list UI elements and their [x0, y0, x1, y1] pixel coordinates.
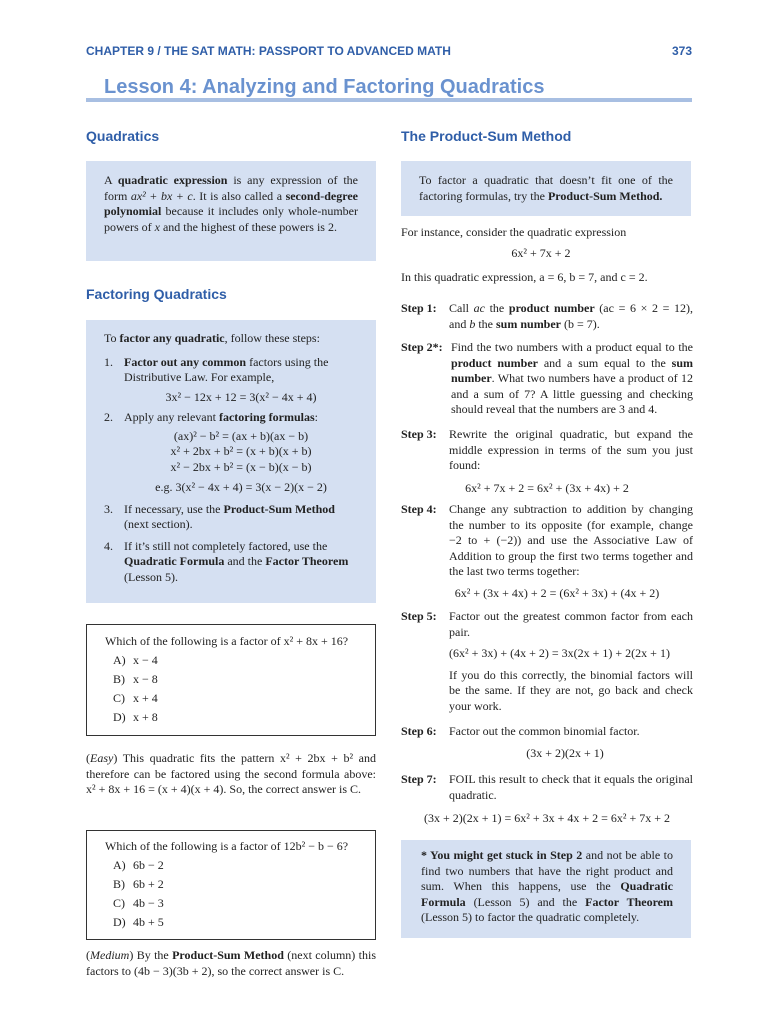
answer-option	[105, 651, 357, 670]
step-3: Step 3: Rewrite the original quadratic, but expand the middle expression in terms of the sum you just found: 6x² + 7x + 2 = 6x² + (3x + 4x) + 2	[401, 427, 693, 495]
step-3-equation: 6x² + 7x + 2 = 6x² + (3x + 4x) + 2	[465, 480, 629, 495]
step-7-equation: (3x + 2)(2x + 1) = 6x² + 3x + 4x + 2 = 6x² + 7x + 2	[423, 811, 671, 825]
option-letter: D)	[113, 915, 126, 929]
answer-option	[105, 913, 357, 932]
answer-2-explanation: (Medium) By the Product-Sum Method (next column) this factors to (4b − 3)(3b + 2), so the correct answer is C.	[86, 948, 376, 978]
product-sum-heading: The Product-Sum Method	[401, 128, 572, 144]
answer-option	[105, 708, 357, 727]
product-sum-intro-box: To factor a quadratic that doesn’t fit one of the factoring formulas, try the Product-Sum Method.	[401, 161, 691, 216]
step-6: Step 6: Factor out the common binomial factor. (3x + 2)(2x + 1)	[401, 724, 693, 761]
option-text: x + 4	[133, 691, 158, 705]
example-expression: 6x² + 7x + 2	[511, 246, 571, 260]
page-number: 373	[671, 44, 692, 58]
step-5: Step 5: Factor out the greatest common factor from each pair. (6x² + 3x) + (4x + 2) = 3x(2x + 1) + 2(2x + 1) If you do this correctly, the binomial factors will be the same. If they are not, go back and check your work.	[401, 609, 693, 713]
factoring-step-2: 2. Apply any relevant factoring formulas:	[104, 410, 318, 424]
option-text: 4b + 5	[133, 915, 164, 929]
title-rule	[86, 98, 692, 102]
option-text: x − 4	[133, 653, 158, 667]
step-1: Step 1: Call ac the product number (ac = 6 × 2 = 12), and b the sum number (b = 7).	[401, 301, 694, 331]
stuck-note-box: * You might get stuck in Step 2 and not be able to find two numbers that have the right product and sum. When this happens, use the Quadratic Formula (Lesson 5) and the Factor Theorem (Lesson 5) to factor the quadratic completely.	[401, 840, 691, 938]
factoring-step-3: 3. If necessary, use the Product-Sum Method (next section).	[104, 501, 335, 531]
option-text: x + 8	[133, 710, 158, 724]
option-text: 4b − 3	[133, 896, 164, 910]
step-7: Step 7: FOIL this result to check that it equals the original quadratic. (3x + 2)(2x + 1) = 6x² + 3x + 4x + 2 = 6x² + 7x + 2	[401, 772, 693, 825]
factoring-step-4: 4. If it’s still not completely factored, use the Quadratic Formula and the Factor Theorem (Lesson 5).	[104, 538, 349, 584]
running-header	[86, 44, 692, 60]
option-letter: B)	[113, 672, 125, 686]
step-6-equation: (3x + 2)(2x + 1)	[526, 745, 604, 760]
answer-option	[105, 894, 357, 913]
quadratic-definition-box: A quadratic expression is any expression of the form ax² + bx + c. It is also called a second-degree polynomial because it includes only whole-number powers of x and the highest of these powers is 2.	[86, 161, 376, 261]
factoring-step-1: 1. Factor out any common factors using the Distributive Law. For example,	[104, 354, 329, 384]
question-1-text: Which of the following is a factor of x² + 8x + 16?	[105, 634, 349, 648]
coefficients-text: In this quadratic expression, a = 6, b = 7, and c = 2.	[401, 270, 648, 284]
option-letter: A)	[113, 858, 126, 872]
option-letter: C)	[113, 896, 125, 910]
formula-square-sum: x² + 2bx + b² = (x + b)(x + b)	[170, 444, 312, 458]
option-letter: D)	[113, 710, 126, 724]
question-2-options	[105, 856, 357, 932]
for-instance-text: For instance, consider the quadratic expression	[401, 225, 627, 239]
question-2-text: Which of the following is a factor of 12b² − b − 6?	[105, 839, 349, 853]
factoring-intro: To factor any quadratic, follow these steps:	[104, 331, 320, 345]
formula-difference-squares: (ax)² − b² = (ax + b)(ax − b)	[173, 428, 309, 443]
lesson-title: Lesson 4: Analyzing and Factoring Quadratics	[104, 76, 545, 98]
formula-example: e.g. 3(x² − 4x + 4) = 3(x − 2)(x − 2)	[155, 480, 327, 494]
step-4: Step 4: Change any subtraction to addition by changing the number to its opposite (for example, change −2 to + (−2)) and use the Associative Law of Addition to group the first two terms together and the last two terms together: 6x² + (3x + 4x) + 2 = (6x² + 3x) + (4x + 2)	[401, 502, 693, 600]
answer-1-explanation: (Easy) This quadratic fits the pattern x² + 2bx + b² and therefore can be factored using the second formula above: x² + 8x + 16 = (x + 4)(x + 4). So, the correct answer is C.	[86, 751, 376, 796]
step-5-equation: (6x² + 3x) + (4x + 2) = 3x(2x + 1) + 2(2x + 1)	[449, 646, 670, 660]
factoring-steps-box	[86, 320, 376, 603]
formula-square-difference: x² − 2bx + b² = (x − b)(x − b)	[170, 459, 312, 474]
factoring-heading: Factoring Quadratics	[86, 286, 227, 302]
option-text: 6b − 2	[133, 858, 164, 872]
option-text: x − 8	[133, 672, 158, 686]
step-4-equation: 6x² + (3x + 4x) + 2 = (6x² + 3x) + (4x + 2)	[454, 585, 660, 600]
option-letter: A)	[113, 653, 126, 667]
option-letter: C)	[113, 691, 125, 705]
step-2: Step 2*: Find the two numbers with a product equal to the product number and a sum equal to the sum number. What two numbers have a product of 12 and a sum of 7? A little guessing and checking should reveal that the numbers are 3 and 4.	[401, 340, 693, 416]
chapter-title: CHAPTER 9 / THE SAT MATH: PASSPORT TO ADVANCED MATH	[86, 44, 451, 58]
answer-option	[105, 670, 357, 689]
answer-option	[105, 875, 357, 894]
step-1-equation: 3x² − 12x + 12 = 3(x² − 4x + 4)	[165, 389, 317, 404]
question-1-options	[105, 651, 357, 727]
option-letter: B)	[113, 877, 125, 891]
option-text: 6b + 2	[133, 877, 164, 891]
answer-option	[105, 689, 357, 708]
question-1-box	[86, 624, 376, 736]
question-2-box	[86, 830, 376, 940]
quadratics-heading: Quadratics	[86, 128, 160, 144]
answer-option	[105, 856, 357, 875]
